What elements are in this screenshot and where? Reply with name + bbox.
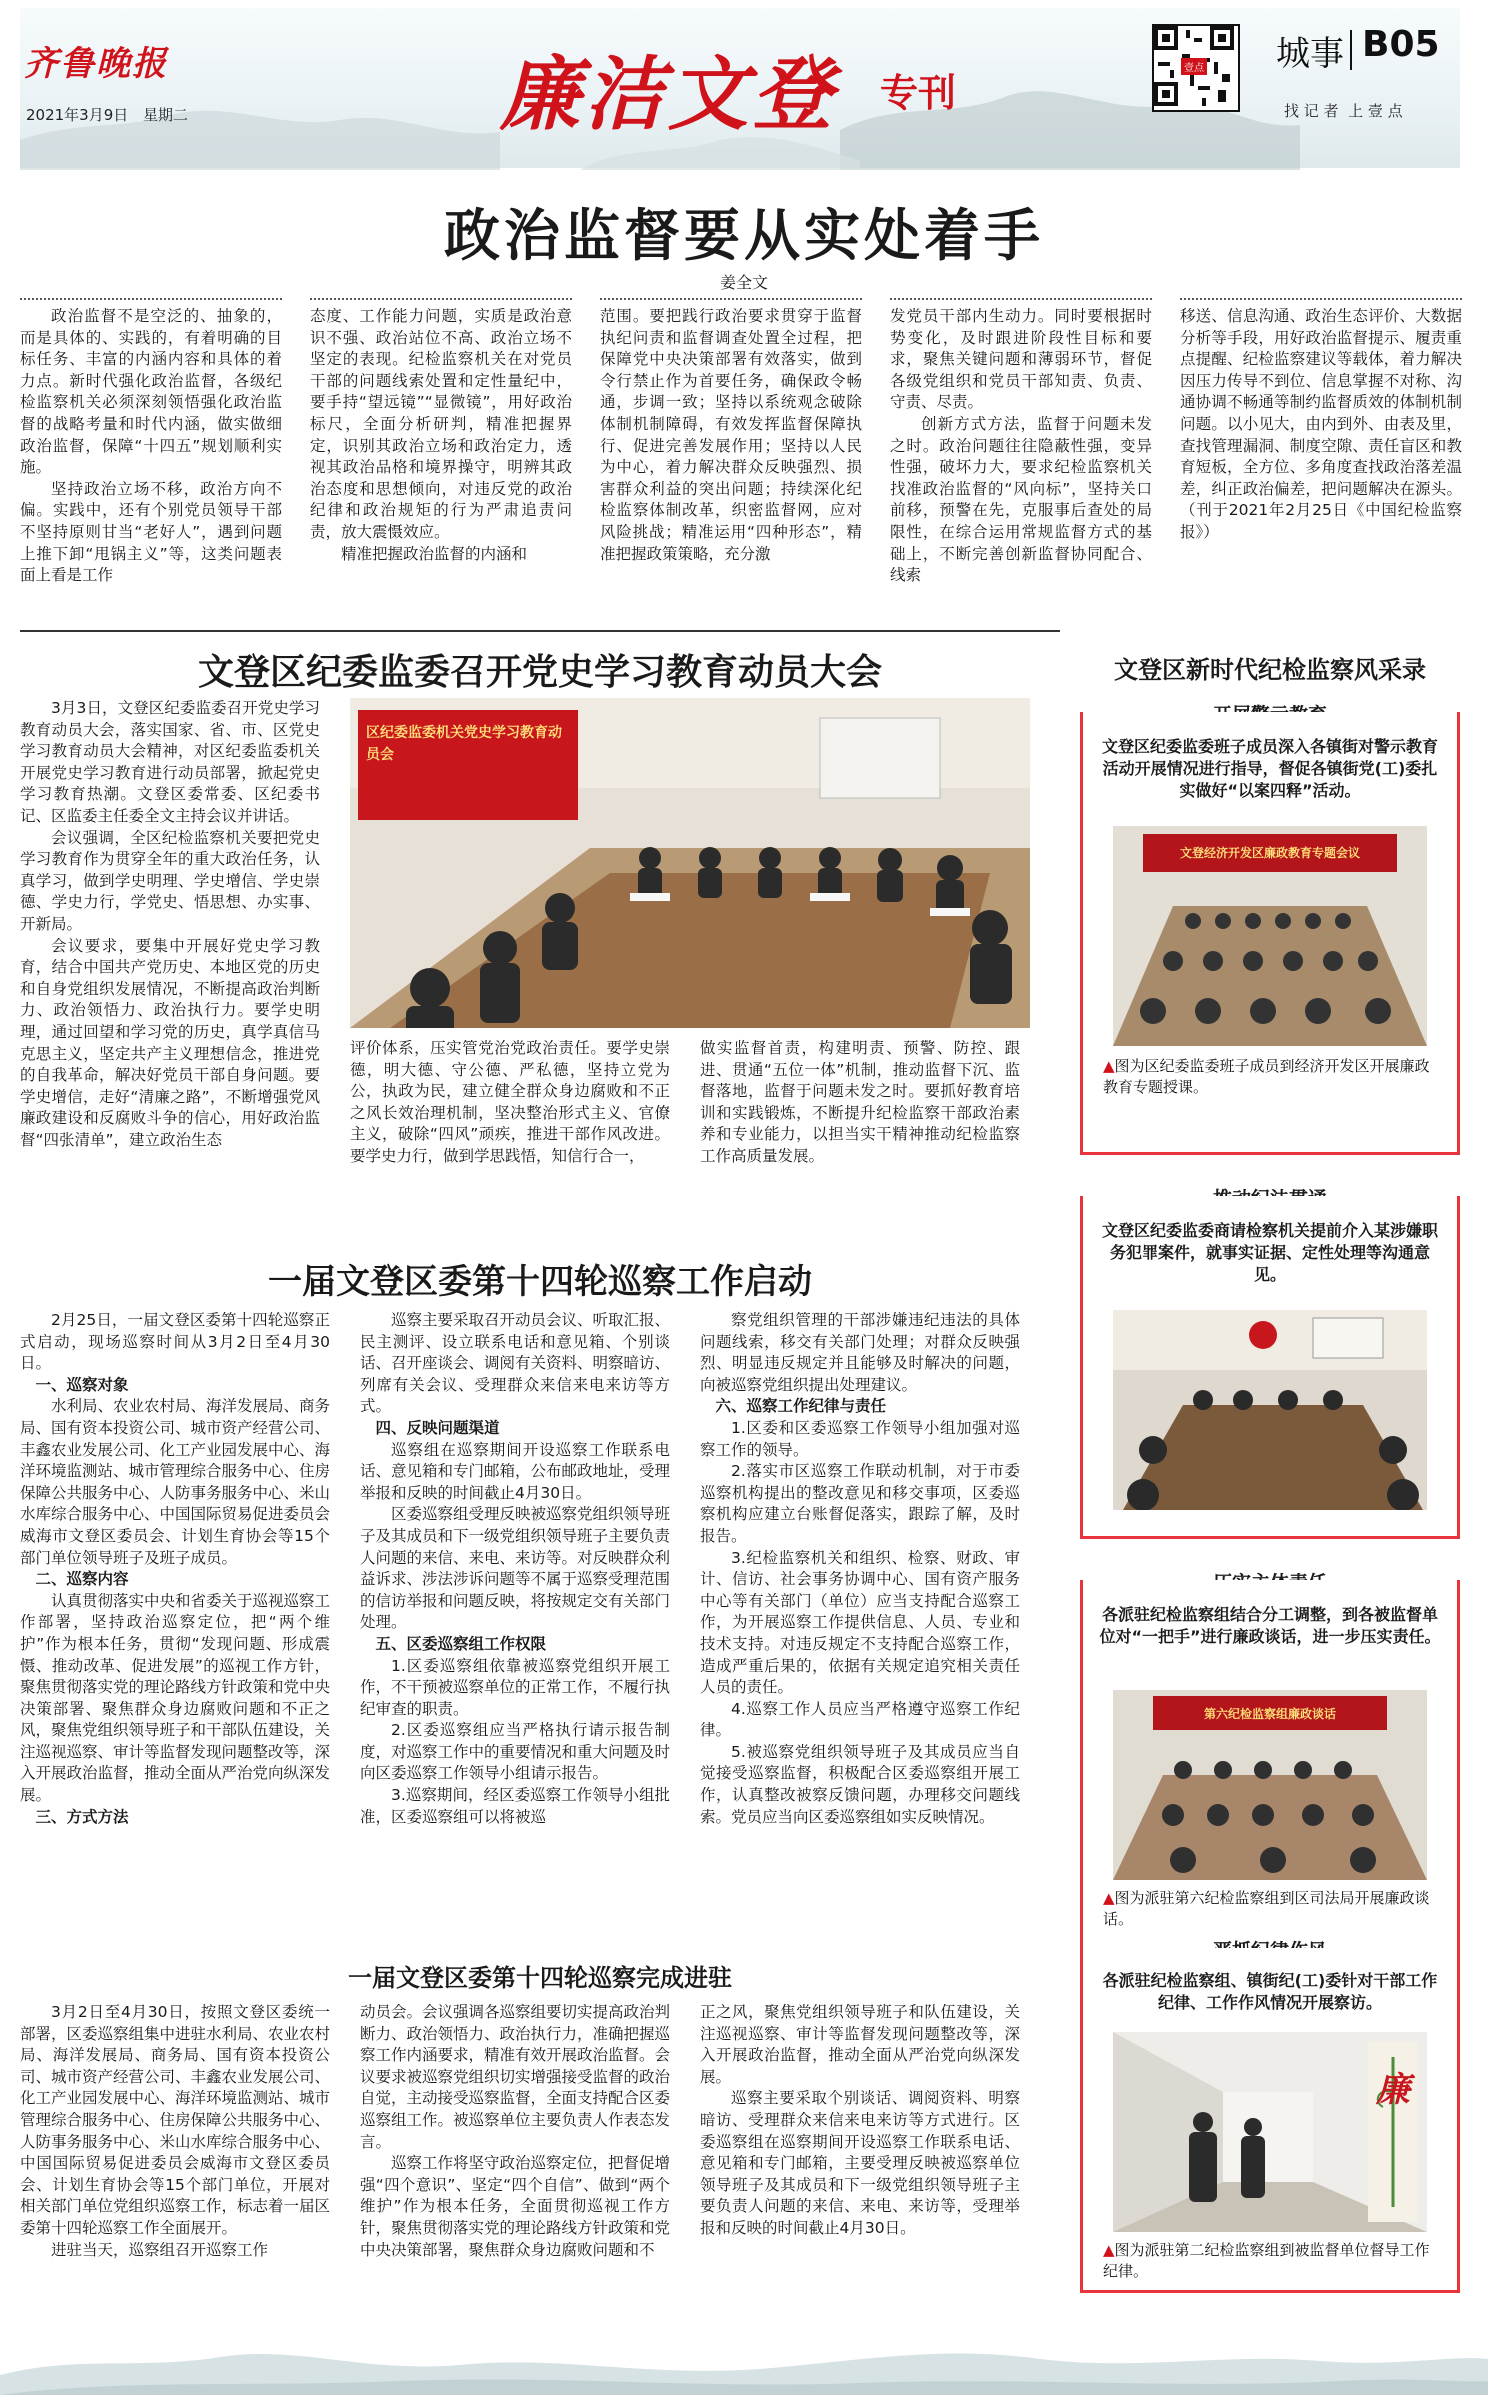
- article3-paragraph: 4.巡察工作人员应当严格遵守巡察工作纪律。: [700, 1699, 1020, 1740]
- article3-section-heading: 四、反映问题渠道: [375, 1418, 500, 1437]
- article1-col5: [1180, 298, 1462, 544]
- article3-paragraph: 5.被巡察党组织领导班子及其成员应当自觉接受巡察监督，积极配合区委巡察组开展工作，认真整改被察反馈问题，办理移交问题线索。党员应当向区委巡察组如实反映情况。: [700, 1742, 1020, 1826]
- sidebar-item4-lead: 各派驻纪检监察组、镇街纪(工)委针对干部工作纪律、工作作风情况开展察访。: [1102, 1971, 1438, 2012]
- article1-col4-p1: 发党员干部内生动力。同时要根据时势变化，及时跟进阶段性目标和要求，聚焦关键问题和薄弱环节，督促各级党组织和党员干部知责、负责、守责、尽责。: [890, 307, 1152, 412]
- section-name: 城事: [1276, 34, 1344, 74]
- article3-section-heading: 五、区委巡察组工作权限: [375, 1634, 547, 1653]
- article3-paragraph: 水利局、农业农村局、海洋发展局、商务局、国有资本投资公司、城市资产经营公司、丰鑫农业发展公司、化工产业园发展中心、海洋环境监测站、城市管理综合服务中心、住房保障公共服务中心、人防事务服务中心、米山水库综合服务中心、中国国际贸易促进委员会威海市文登区委员会、计划生育协会等15个部门单位领导班子及班子成员。: [20, 1397, 331, 1567]
- sidebar-item1-lead: 文登区纪委监委班子成员深入各镇街对警示教育活动开展情况进行指导，督促各镇街党(工)委扎实做好“以案四释”活动。: [1101, 737, 1438, 800]
- sidebar-item4-caption-text: 图为派驻第二纪检监察组到被监督单位督导工作纪律。: [1103, 2241, 1430, 2280]
- article2-headline-rule: [20, 630, 1060, 632]
- sidebar-item-main-responsibility: [1080, 1562, 1460, 1932]
- footer-mountain-decoration: [0, 2335, 1488, 2395]
- article2-col1-p2: 会议强调，全区纪检监察机关要把党史学习教育作为贯穿全年的重大政治任务，认真学习，做到学史明理、学史增信、学史崇德、学史力行，学党史、悟思想、办实事、开新局。: [20, 828, 320, 933]
- sidebar-item3-photo: [1113, 1690, 1427, 1880]
- article2-col1-p3: 会议要求，要集中开展好党史学习教育，结合中国共产党历史、本地区党的历史和自身党组织发展情况，不断提高政治判断力、政治领悟力、政治执行力。要学史明理，通过回望和学习党的历史，真学真信马克思主义，坚定共产主义理想信念，推进党的自我革命，解决好党员干部自身问题。要学史增信，走好“清廉之路”，不断增强党风廉政建设和反腐败斗争的信心，用好政治监督“四张清单”，建立政治生态: [20, 936, 320, 1149]
- consultation-photo-illustration: [1113, 1310, 1427, 1510]
- lecture-screen-text: 文登经济开发区廉政教育专题会议: [1179, 846, 1360, 860]
- qr-label: 壹点: [1181, 58, 1207, 75]
- article3-paragraph: 区委巡察组受理反映被巡察党组织领导班子及其成员和下一级党组织领导班子主要负责人问题的来信、来电、来访等。对反映群众利益诉求、涉法涉诉问题等不属于巡察受理范围的信访举报和问题反映，将按规定交有关部门处理。: [360, 1505, 671, 1632]
- sidebar-item4-photo: [1113, 2032, 1427, 2232]
- article3-section-heading: 六、巡察工作纪律与责任: [715, 1397, 887, 1416]
- article1-col5-p1: 移送、信息沟通、政治生态评价、大数据分析等手段，用好政治监督提示、履责重点提醒、纪检监察建议等载体，着力解决因压力传导不到位、信息掌握不对称、沟通协调不畅通等制约监督质效的体制机制问题。以小见大，由内到外、由表及里，查找管理漏洞、制度空隙、责任盲区和教育短板，全方位、多角度查找政治落差温差，纠正政治偏差，把问题解决在源头。（刊于2021年2月25日《中国纪检监察报》）: [1180, 307, 1462, 541]
- article3-section-heading: 三、方式方法: [35, 1807, 129, 1826]
- article-political-supervision: [0, 180, 1488, 620]
- article-inspection-stationed: [0, 1950, 1060, 2370]
- article3-paragraph: 2.区委巡察组应当严格执行请示报告制度，对巡察工作中的重要情况和重大问题及时向区委巡察工作领导小组请示报告。: [360, 1721, 671, 1783]
- article1-col2-p2: 精准把握政治监督的内涵和: [341, 544, 528, 563]
- article1-col1-p1: 政治监督不是空泛的、抽象的，而是具体的、实践的，有着明确的目标任务、丰富的内涵内容和具体的着力点。新时代强化政治监督，各级纪检监察机关必须深刻领悟强化政治监督的战略考量和时代内涵，做实做细政治监督，保障“十四五”规划顺利实施。: [20, 307, 282, 477]
- special-title: 廉洁文登: [500, 47, 836, 141]
- article4-col1-p2: 进驻当天，巡察组召开巡察工作: [51, 2240, 269, 2259]
- sidebar-item1-box: [1080, 712, 1460, 1155]
- article3-paragraph: 巡察主要采取召开动员会议、听取汇报、民主测评、设立联系电话和意见箱、个别谈话、召开座谈会、调阅有关资料、明察暗访、列席有关会议、受理群众来信来电来访等方式。: [360, 1311, 671, 1416]
- qr-code[interactable]: [1152, 24, 1240, 112]
- article4-col2-p2: 巡察工作将坚守政治巡察定位，把督促增强“四个意识”、坚定“四个自信”、做到“两个维护”作为根本任务，全面贯彻巡视工作方针，聚焦贯彻落实党的理论路线方针政策和党中央决策部署，聚焦群众身边腐败问题和不: [360, 2154, 671, 2259]
- sidebar-item-work-style: [1080, 1930, 1460, 2310]
- sidebar-item1-caption-text: 图为区纪委监委班子成员到经济开发区开展廉政教育专题授课。: [1103, 1057, 1430, 1096]
- meeting-banner-text: 区纪委监委机关党史学习教育动员会: [366, 725, 562, 763]
- article1-col2-p1: 态度、工作能力问题，实质是政治意识不强、政治站位不高、政治立场不坚定的表现。纪检监察机关在对党员干部的问题线索处置和定性量纪中，要手持“望远镜”“显微镜”，用好政治标尺，全面分析研判，精准把握界定，识别其政治立场和政治定力，透视其政治品格和境界操守，明辨其政治态度和思想倾向，对违反党的政治纪律和政治规矩的行为严肃追责问责，放大震慑效应。: [310, 307, 572, 541]
- article1-col3: [600, 298, 862, 565]
- article1-col4-p2: 创新方式方法，监督于问题未发之时。政治问题往往隐蔽性强，变异性强，破坏力大，要求纪检监察机关找准政治监督的“风向标”，坚持关口前移，预警在先，克服事后查处的局限性，在综合运用常规监督方式的基础上，不断完善创新监督协同配合、线索: [890, 414, 1152, 585]
- article3-col1: [20, 1310, 330, 1828]
- article1-author: 姜全文: [719, 273, 768, 292]
- article1-col1: [20, 298, 282, 587]
- article-inspection-launch: [0, 1250, 1060, 1950]
- article3-paragraph: 3.巡察期间，经区委巡察工作领导小组批准，区委巡察组可以将被巡: [360, 1786, 670, 1826]
- article3-paragraph: 认真贯彻落实中央和省委关于巡视巡察工作部署，坚持政治巡察定位，把“两个维护”作为根本任务，贯彻“发现问题、形成震慑、推动改革、促进发展”的巡视工作方针，聚焦贯彻落实党的理论路线方针政策和党中央决策部署、聚焦群众身边腐败问题和不正之风，聚焦党组织领导班子和干部队伍建设，关注巡视巡察、审计等监督发现问题整改等，深入开展政治监督，推动全面从严治党向纵深发展。: [20, 1591, 331, 1805]
- article3-paragraph: 巡察组在巡察期间开设巡察工作联系电话、意见箱和专门邮箱，公布邮政地址，受理举报和反映的时间截止4月30日。: [360, 1440, 671, 1502]
- issue-weekday: 星期二: [143, 106, 189, 124]
- article3-paragraph: 1.区委巡察组依靠被巡察党组织开展工作，不干预被巡察单位的正常工作，不履行执纪审查的职责。: [360, 1656, 671, 1718]
- article1-col3-p1: 范围。要把践行政治要求贯穿于监督执纪问责和监督调查处置全过程，把保障党中央决策部署有效落实，做到令行禁止作为首要任务，确保政令畅通，步调一致；坚持以系统观念破除体制机制障碍，有效发挥监督保障执行、促进完善发展作用；坚持以人民为中心，着力解决群众反映强烈、损害群众利益的突出问题；持续深化纪检监察体制改革，织密监督网，应对风险挑战；精准运用“四种形态”，精准把握政策策略，充分激: [600, 307, 862, 563]
- article2-col2: [350, 1038, 670, 1168]
- article3-paragraph: 1.区委和区委巡察工作领导小组加强对巡察工作的领导。: [700, 1418, 1020, 1459]
- sidebar-item2-box: [1080, 1196, 1460, 1539]
- article4-col3-p2: 巡察主要采取个别谈话、调阅资料、明察暗访、受理群众来信来电来访等方式进行。区委巡察组在巡察期间开设巡察工作联系电话、意见箱和专门邮箱，主要受理反映被巡察单位领导班子及其成员和下一级党组织领导班子主要负责人问题的来信、来电、来访等，受理举报和反映的时间截止4月30日。: [700, 2089, 1020, 2237]
- article3-col2: [360, 1310, 670, 1828]
- issue-date: [26, 104, 188, 125]
- sidebar-item1-caption: [1103, 1056, 1443, 1098]
- caption-triangle-icon: ▲: [1103, 2241, 1115, 2259]
- article3-section-heading: 一、巡察对象: [35, 1375, 129, 1394]
- article4-col3: [700, 2002, 1020, 2240]
- sidebar-item2-photo: [1113, 1310, 1427, 1510]
- article2-col1-p1: 3月3日，文登区纪委监委召开党史学习教育动员大会，落实国家、省、市、区党史学习教育动员大会精神，对区纪委监委机关开展党史学习教育进行动员部署，掀起党史学习教育热潮。文登区委常委、区纪委书记、区监委主任委全文主持会议并讲话。: [20, 699, 320, 825]
- sidebar-item4-box: [1080, 1948, 1460, 2293]
- article3-headline: 一届文登区委第十四轮巡察工作启动: [268, 1262, 812, 1302]
- article3-paragraph: 察党组织管理的干部涉嫌违纪违法的具体问题线索，移交有关部门处理；对群众反映强烈、明显违反规定并且能够及时解决的问题，向被巡察党组织提出处理建议。: [700, 1311, 1020, 1394]
- article3-paragraph: 2.落实市区巡察工作联动机制，对于市委巡察机构提出的整改意见和移交事项，区委巡察机构应建立台账督促落实，跟踪了解，及时报告。: [700, 1462, 1020, 1545]
- sidebar-title: 文登区新时代纪检监察风采录: [1114, 656, 1426, 684]
- sidebar-item3-caption: [1103, 1888, 1443, 1930]
- article4-col2: [360, 2002, 670, 2261]
- article-party-history-meeting: [0, 630, 1060, 1250]
- article2-col2-p1: 评价体系，压实管党治党政治责任。要学史崇德，明大德、守公德、严私德，坚持立党为公，执政为民，建立健全群众身边腐败和不正之风长效治理机制，坚决整治形式主义、官僚主义，破除“四风”顽疾，推进干部作风改进。要学史力行，做到学思践悟，知信行合一，: [350, 1039, 670, 1165]
- sidebar-item3-caption-text: 图为派驻第六纪检监察组到区司法局开展廉政谈话。: [1103, 1889, 1430, 1928]
- article4-col1: [20, 2002, 330, 2261]
- caption-triangle-icon: ▲: [1103, 1057, 1115, 1075]
- article2-col1: [20, 698, 320, 1151]
- article2-headline: 文登区纪委监委召开党史学习教育动员大会: [197, 652, 882, 693]
- article1-col4: [890, 298, 1152, 587]
- page-number: B05: [1362, 24, 1440, 65]
- meeting-photo: [350, 698, 1030, 1028]
- article4-col3-p1: 正之风，聚焦党组织领导班子和队伍建设，关注巡视巡察、审计等监督发现问题整改等，深入开展政治监督，推动全面从严治党向纵深发展。: [700, 2003, 1020, 2086]
- sidebar-item-warning-education: [1080, 694, 1460, 1174]
- slogan: 找 记 者 上 壹 点: [1284, 102, 1403, 120]
- article4-headline: 一届文登区委第十四轮巡察完成进驻: [348, 1964, 732, 1992]
- article4-col2-p1: 动员会。会议强调各巡察组要切实提高政治判断力、政治领悟力、政治执行力，准确把握巡察工作内涵要求，精准有效开展政治监督。会议要求被巡察党组织切实增强接受监督的政治自觉，主动接受巡察监督，全面支持配合区委巡察组工作。被巡察单位主要负责人作表态发言。: [360, 2003, 671, 2151]
- sidebar-item3-lead: 各派驻纪检监察组结合分工调整，到各被监督单位对“一把手”进行廉政谈话，进一步压实责任。: [1099, 1605, 1441, 1646]
- sidebar-feature: [1070, 630, 1470, 2330]
- issue-date-text: 2021年3月9日: [26, 106, 129, 124]
- sidebar-item1-photo: [1113, 826, 1427, 1046]
- article2-col3-p1: 做实监督首责，构建明责、预警、防控、跟进、贯通“五位一体”机制，推动监督下沉、监督落地，监督于问题未发之时。要抓好教育培训和实践锻炼，不断提升纪检监察干部政治素养和专业能力，以担当实干精神推动纪检监察工作高质量发展。: [700, 1039, 1020, 1165]
- article1-col1-p2: 坚持政治立场不移，政治方向不偏。实践中，还有个别党员领导干部不坚持原则甘当“老好人”，遇到问题上推下卸“甩锅主义”等，这类问题表面上看是工作: [20, 479, 282, 585]
- article1-col2: [310, 298, 572, 565]
- paper-name: 齐鲁晚报: [24, 44, 168, 84]
- sidebar-item2-lead: 文登区纪委监委商请检察机关提前介入某涉嫌职务犯罪案件，就事实证据、定性处理等沟通意见。: [1101, 1221, 1438, 1284]
- article3-paragraph: 2月25日，一届文登区委第十四轮巡察正式启动，现场巡察时间从3月2日至4月30日。: [20, 1311, 330, 1373]
- caption-triangle-icon: ▲: [1103, 1889, 1115, 1907]
- page-divider: [1350, 30, 1352, 70]
- sidebar-item4-caption: [1103, 2240, 1443, 2282]
- wall-calligraphy: 廉: [1376, 2070, 1410, 2110]
- sidebar-item3-box: [1080, 1580, 1460, 1953]
- talk-screen-text: 第六纪检监察组廉政谈话: [1203, 1707, 1336, 1721]
- masthead: [0, 0, 1488, 180]
- sidebar-item-discipline-law: [1080, 1178, 1460, 1568]
- article2-col3: [700, 1038, 1020, 1168]
- special-suffix: 专刊: [880, 71, 957, 115]
- article3-col3: [700, 1310, 1020, 1828]
- article3-paragraph: 3.纪检监察机关和组织、检察、财政、审计、信访、社会事务协调中心、国有资产服务中心等有关部门（单位）应当支持配合巡察工作，为开展巡察工作提供信息、人员、专业和技术支持。对违反规定不支持配合巡察工作，造成严重后果的，依据有关规定追究相关责任人员的责任。: [700, 1548, 1020, 1697]
- article4-col1-p1: 3月2日至4月30日，按照文登区委统一部署，区委巡察组集中进驻水利局、农业农村局、海洋发展局、商务局、国有资本投资公司、城市资产经营公司、丰鑫农业发展公司、化工产业园发展中心、海洋环境监测站、城市管理综合服务中心、住房保障公共服务中心、人防事务服务中心、米山水库综合服务中心、中国国际贸易促进委员会威海市文登区委员会、计划生育协会等15个部门单位，开展对相关部门单位党组织巡察工作，标志着一届区委第十四轮巡察工作全面展开。: [20, 2003, 331, 2237]
- article3-section-heading: 二、巡察内容: [35, 1570, 129, 1589]
- article1-headline: 政治监督要从实处着手: [444, 204, 1044, 269]
